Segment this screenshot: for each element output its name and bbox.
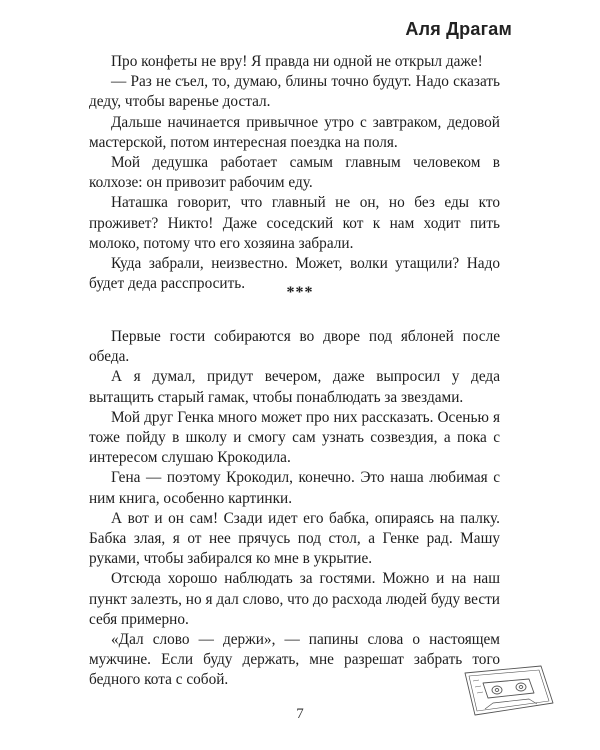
text-section-1 bbox=[89, 52, 500, 294]
paragraph: Про конфеты не вру! Я правда ни одной не открыл даже! bbox=[111, 53, 483, 70]
paragraph: «Дал слово — держи», — папины слова о настоящем мужчине. Если буду держать, мне разрешат забрать того бедного кота с собой. bbox=[89, 631, 500, 689]
page-number: 7 bbox=[296, 706, 304, 722]
paragraph: А я думал, придут вечером, даже выпросил у деда вытащить старый гамак, чтобы понаблюдать за звездами. bbox=[89, 368, 500, 406]
paragraph: Первые гости собираются во дворе под яблоней после обеда. bbox=[89, 328, 500, 366]
paragraph: Дальше начинается привычное утро с завтраком, дедовой мастерской, потом интересная поездка на поля. bbox=[89, 113, 500, 151]
paragraph: — Раз не съел, то, думаю, блины точно будут. Надо сказать деду, чтобы варенье достал. bbox=[89, 73, 500, 111]
paragraph: Отсюда хорошо наблюдать за гостями. Можно и на наш пункт залезть, но я дал слово, что до расхода людей буду вести себя примерно. bbox=[89, 570, 500, 628]
paragraph: Мой дедушка работает самым главным человеком в колхозе: он привозит рабочим еду. bbox=[89, 154, 500, 192]
paragraph: А вот и он сам! Сзади идет его бабка, опираясь на палку. Бабка злая, я от нее прячусь под стол, а Генке рад. Машу руками, чтобы забирался ко мне в укрытие. bbox=[89, 509, 500, 568]
section-divider: *** bbox=[286, 284, 314, 301]
paragraph: Куда забрали, неизвестно. Может, волки утащили? Надо будет деда расспросить. bbox=[89, 255, 500, 293]
text-section-2 bbox=[89, 327, 500, 691]
paragraph: Наташка говорит, что главный не он, но без еды кто проживет? Никто! Даже соседский кот к нам ходит пить молоко, потому что его хозяина забрали. bbox=[89, 194, 500, 252]
running-head-author: Аля Драгам bbox=[405, 19, 512, 39]
paragraph: Гена — поэтому Крокодил, конечно. Это наша любимая с ним книга, особенно картинки. bbox=[89, 469, 500, 507]
paragraph: Мой друг Генка много может про них рассказать. Осенью я тоже пойду в школу и смогу сам узнать созвездия, а пока с интересом слушаю Крокодила. bbox=[89, 408, 500, 467]
